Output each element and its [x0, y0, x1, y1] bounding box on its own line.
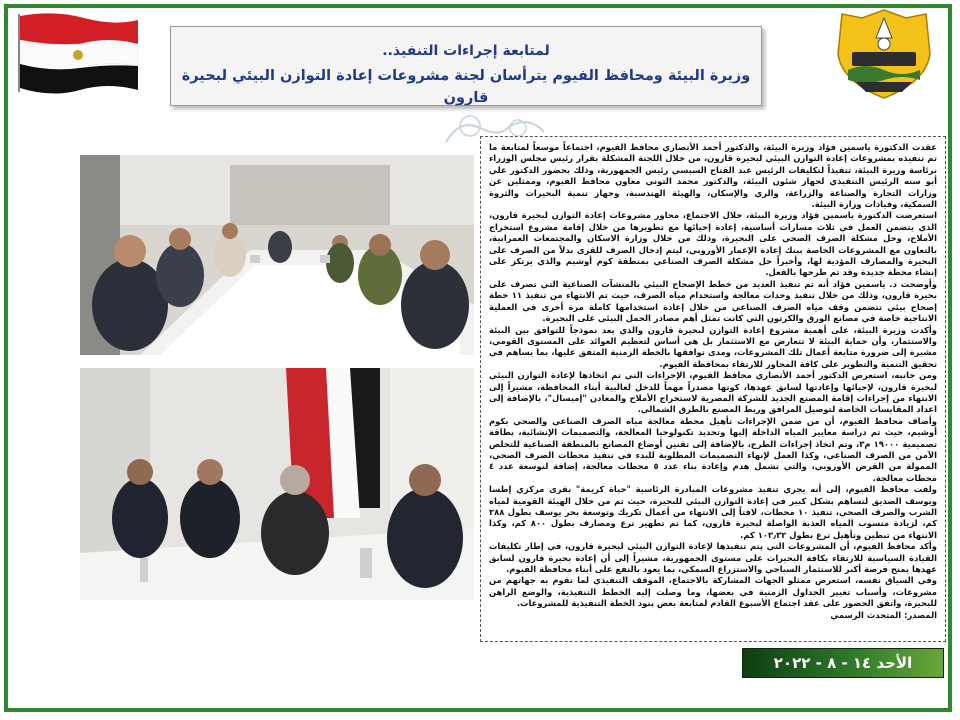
- article-paragraph: وأضاف محافظ الفيوم، أن من ضمن الإجراءات تأهيل محطة معالجة مياه الصرف الصناعي والصحي بكوم أوشيم، حيث تم دراسة معايير المياه الداخلة إليها وتحديد تكنولوجيا المعالجة، والتصميمات الإنشائية، بطاقة تصميمية ١٩٠٠٠ م٣، وتم اتخاذ إجراءات الطرح، بالإضافة إلى تقنين أوضاع المصانع بالمنطقة الصناعية للتخلص الآمن من الصرف الصناعي، وكذا العمل لإنهاء التصميمات المطلوبة للبدء في تنفيذ محطات الصرف الصحي، الممولة من القرض الأوروبي، والتي تشمل هدم وإعادة بناء عدد ٥ محطات معالجة، إضافة لتوسعة عدد ٤ محطات معالجة.: [489, 415, 937, 483]
- article-paragraph: استعرضت الدكتورة ياسمين فؤاد وزيرة البيئة، خلال الاجتماع، محاور مشروعات إعادة التوازن لبحيرة قارون، الذي يتضمن العمل في ثلاث مسارات أساسية، إعادة إحيائها مع تطويرها من خلال إقامة مشروع استخراج الأملاح، وحل مشكلة الصرف الصحي على البحيرة، وذلك من خلال وزارة الاسكان والمجتمعات العمرانية، بالتعاون مع المشروعات الخاصة ببنك إعادة الإعمار الأوروبي، ليتم إدخال الصرف للقرى بدلاً من الصرف على البحيرة والمصارف المؤدية لها، وأخيراً حل مشكلة الصرف الصناعي بمنطقة كوم أوشيم والذي يرتكز على إنشاء محطة جديدة وقد تم طرحها بالفعل.: [489, 210, 937, 278]
- headline-title: وزيرة البيئة ومحافظ الفيوم يترأسان لجنة مشروعات إعادة التوازن البيئي لبحيرة قارون: [181, 68, 751, 106]
- date-banner: الأحد ١٤ - ٨ - ٢٠٢٢: [742, 648, 944, 678]
- egypt-flag-image: [14, 10, 144, 94]
- headline-box: [170, 26, 762, 106]
- meeting-photo-1: [80, 155, 474, 355]
- article-body: [480, 136, 946, 642]
- article-paragraph: وفي السياق نفسه، استعرض ممثلو الجهات المشاركة بالاجتماع، الموقف التنفيذي لما تقوم به جهاتهم من مشروعات، وأسباب تغيير الجداول الزمنية في بعضها، وما وصلت إليه الخطط التنفيذية، والوضع الراهن للبحيرة، واتفق الحضور على عقد اجتماع الأسبوع القادم لمتابعة بعض بنود الخطة التنفيذية للمشروعات.: [489, 575, 937, 609]
- headline-kicker: لمتابعة إجراءات التنفيذ..: [382, 43, 550, 59]
- article-paragraph: وأوضحت د. ياسمين فؤاد أنه تم تنفيذ العديد من خطط الإصحاح البيئي بالمنشآت الصناعية التي تصرف على بحيرة قارون، وذلك من خلال تنفيذ وحدات معالجة واستخدام مياه الصرف، حيث تم الانتهاء من تنفيذ ١١ خطة إصحاح بيئي تتضمن وقف مياه الصرف الصناعي من خلال إعادة استخدامها كاملة مرة أخرى في العملية الانتاجية خاصة في مصانع الورق والكرتون التي كانت تمثل أهم مصادر الحمل البيئي على البحيرة.: [489, 278, 937, 324]
- governorate-logo: [834, 8, 934, 100]
- article-paragraph: ولفت محافظ الفيوم، إلى أنه يجري تنفيذ مشروعات المبادرة الرئاسية "حياة كريمة" بقرى مركزي إطسا ويوسف الصديق لتساهم بشكل كبير في إعادة التوازن البيئي للبحيرة، حيث تم من خلال الهيئة القومية لمياه الشرب والصرف الصحي، تنفيذ ١٠ محطات، لافتاً إلى الانتهاء من أعمال تكريك وتوسعة بحر يوسف بطول ٢٨٨ كم، لزيادة منسوب المياه العذبة الواصلة لبحيرة قارون، كما تم تطهير ترع ومصارف بطول ٨٠٠ كم، وكذا الانتهاء من تبطين وتأهيل ترع بطول ١٠٣٫٣٢ كم.: [489, 484, 938, 540]
- article-paragraph: ومن جانبه، استعرض الدكتور أحمد الأنصاري محافظ الفيوم، الإجراءات التي تم اتخاذها لإعادة التوازن البيئي لبحيرة قارون، لإحيائها وإعادتها لسابق عهدها، كونها مصدراً مهماً للدخل لغالبية أبناء المحافظة، مشيراً إلى الانتهاء من إجراءات إقامة المصنع الجديد للشركة المصرية لاستخراج الأملاح والمعادن "إميسال"، بالإضافة إلى اعداد المقايسات الخاصة لتوصيل المرافق وربط المصنع بالطرق الشمالي.: [489, 370, 937, 415]
- article-paragraph: وأكدت وزيرة البيئة، على أهمية مشروع إعادة التوازن لبحيرة قارون والذي يعد نموذجاً للتوافق بين البيئة والاستثمار، وأن حماية البيئة لا تتعارض مع الاستثمار بل هي أساس لتعظيم العوائد على المستوى القومي، مشيرة إلى ضرورة متابعة أعمال تلك المشروعات، ومدى توافقها بالخطة الزمنية المتفق عليها، بما يساهم في تحقيق التنمية والتطوير على كافة المحاور للارتقاء بمحافظة الفيوم.: [489, 324, 937, 369]
- article-paragraph: عقدت الدكتورة ياسمين فؤاد وزيرة البيئة، والدكتور أحمد الأنصاري محافظ الفيوم، اجتماعاً موسعاً لمتابعة ما تم تنفيذه بمشروعات إعادة التوازن البيئي لبحيرة قارون، من خلال اللجنة المشكلة بقرار رئيس مجلس الوزراء برئاسة وزيرة البيئة، تنفيذاً لتكليفات الرئيس عبد الفتاح السيسي رئيس الجمهورية، وذلك بحضور الدكتور علي أبو سنه الرئيس التنفيذي لجهاز شئون البيئة، والدكتور محمد التوني معاون محافظ الفيوم، وممثلين عن وزارات التجارة والصناعة والزراعة، والري والإسكان، والهيئة الهندسية، وجهاز تنمية البحيرات والثروة السمكية، وقيادات وزارة البيئة.: [489, 142, 937, 210]
- meeting-photo-2: [80, 368, 474, 600]
- article-source: المصدر: المتحدث الرسمي: [830, 609, 937, 620]
- article-paragraph: وأكد محافظ الفيوم، أن المشروعات التي يتم تنفيذها لإعادة التوازن البيئي لبحيرة قارون، في إطار تكليفات القيادة السياسية للارتقاء بكافة البحيرات على مستوى الجمهورية، مشيراً إلى أن إعادة بحيرة قارون لسابق عهدها يمنح فرصة أكبر للاستثمار السياحي والاستزراع السمكي، بما يعود بالنفع على أبناء محافظة الفيوم.: [489, 541, 937, 575]
